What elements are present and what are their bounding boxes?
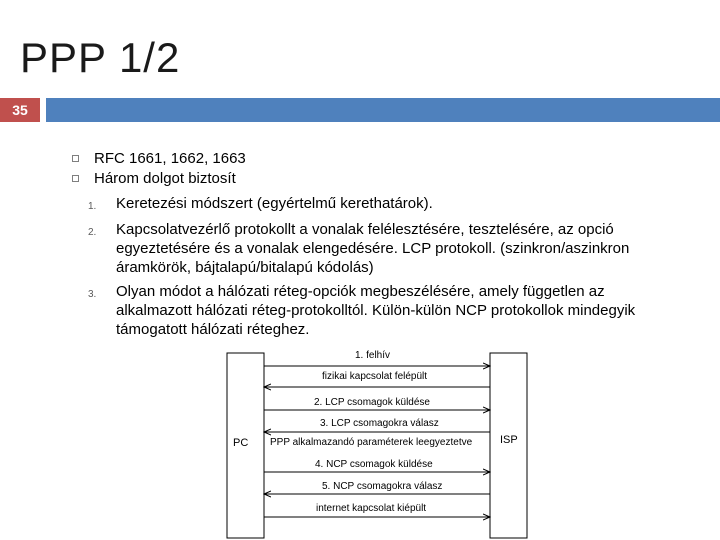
pc-label: PC <box>233 437 249 449</box>
slide-number: 35 <box>0 98 40 122</box>
numbered-text: Keretezési módszert (egyértelmű kerethatárok). <box>116 195 433 212</box>
message-label: internet kapcsolat kiépült <box>316 503 427 514</box>
bullet-text: RFC 1661, 1662, 1663 <box>94 150 246 167</box>
number-marker: 3. <box>88 289 97 300</box>
message-label: 4. NCP csomagok küldése <box>315 459 433 470</box>
number-marker: 2. <box>88 227 97 238</box>
message-label: 3. LCP csomagokra válasz <box>320 418 439 429</box>
message-label: fizikai kapcsolat felépült <box>322 371 428 382</box>
slide-title: PPP 1/2 <box>20 34 181 81</box>
numbered-text: Kapcsolatvezérlő protokollt a vonalak felélesztésére, tesztelésére, az opció egyeztetésére és a vonalak elengedésére. LCP protokoll. (szinkron/aszinkron áramkörök, bájtalapú/bitalapú kódolás) <box>116 221 630 276</box>
message-label: PPP alkalmazandó paraméterek leegyeztetve <box>270 437 473 448</box>
message-label: 1. felhív <box>355 350 391 361</box>
bullet-text: Három dolgot biztosít <box>94 170 236 187</box>
message-label: 5. NCP csomagokra válasz <box>322 481 443 492</box>
isp-label: ISP <box>500 434 518 446</box>
message-label: 2. LCP csomagok küldése <box>314 397 430 408</box>
number-marker: 1. <box>88 201 97 212</box>
numbered-text: Olyan módot a hálózati réteg-opciók megbeszélésére, amely független az alkalmazott hálózati réteg-protokolltól. Külön-külön NCP protokollok mindegyik támogatott hálózati réteghez. <box>116 283 636 338</box>
